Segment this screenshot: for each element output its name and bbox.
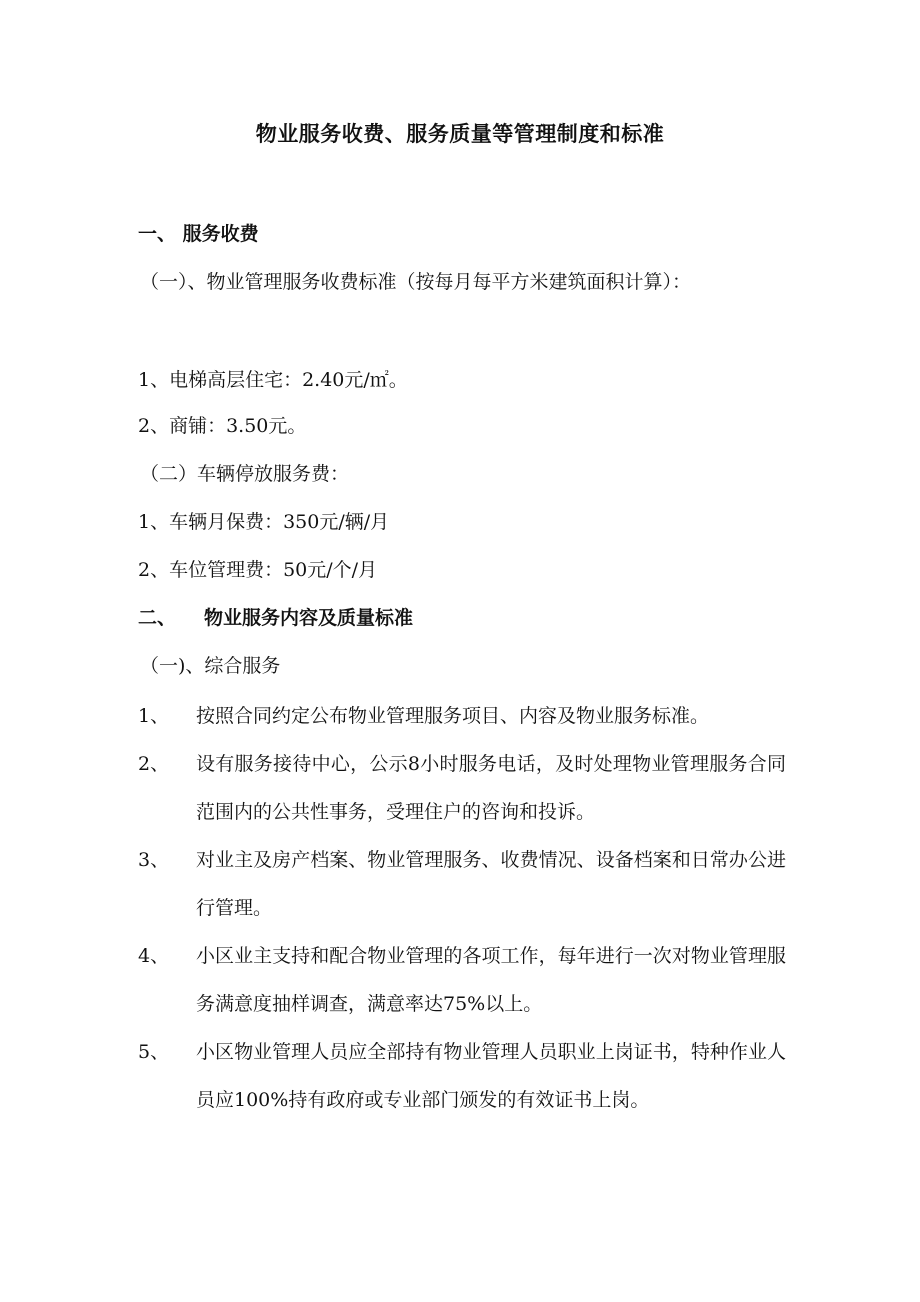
document-title: 物业服务收费、服务质量等管理制度和标准 <box>255 122 665 146</box>
comprehensive-service-subheading: （一)、综合服务 <box>140 655 281 677</box>
service-item-2-text: 设有服务接待中心，公示8小时服务电话，及时处理物业管理服务合同范围内的公共性事务，受理住户的咨询和投诉。 <box>196 753 786 823</box>
service-item-1-number: 1、 <box>138 705 170 727</box>
parking-item-monthly: 1、车辆月保费：350元/辆/月 <box>138 511 390 533</box>
service-item-5-number: 5、 <box>138 1041 170 1063</box>
section-2-heading-number: 二、 <box>138 607 177 629</box>
section-2-heading-text: 物业服务内容及质量标准 <box>204 607 414 629</box>
section-1-heading: 一、 服务收费 <box>138 223 259 245</box>
service-item-3-number: 3、 <box>138 849 170 871</box>
service-item-5-text: 小区物业管理人员应全部持有物业管理人员职业上岗证书，特种作业人员应100%持有政府或专业部门颁发的有效证书上岗。 <box>196 1041 786 1111</box>
service-item-3-text: 对业主及房产档案、物业管理服务、收费情况、设备档案和日常办公进行管理。 <box>196 849 786 919</box>
fee-item-elevator-residential: 1、电梯高层住宅：2.40元/㎡。 <box>138 369 408 391</box>
section-1-fee-standard-subheading: （一）、物业管理服务收费标准（按每月每平方米建筑面积计算）： <box>140 271 692 293</box>
service-item-4-text: 小区业主支持和配合物业管理的各项工作，每年进行一次对物业管理服务满意度抽样调查，满意率达75%以上。 <box>196 945 786 1015</box>
parking-fee-subheading: （二）车辆停放服务费： <box>140 463 350 485</box>
fee-item-shop: 2、商铺：3.50元。 <box>138 415 307 437</box>
parking-item-management: 2、车位管理费：50元/个/月 <box>138 559 378 581</box>
service-item-4-number: 4、 <box>138 945 170 967</box>
service-item-2-number: 2、 <box>138 753 170 775</box>
service-item-1-text: 按照合同约定公布物业管理服务项目、内容及物业服务标准。 <box>196 705 710 727</box>
